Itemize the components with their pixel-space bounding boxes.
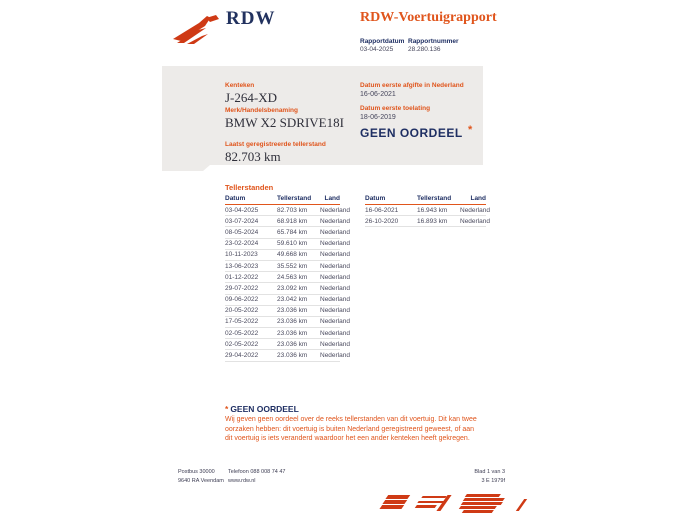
report-title: RDW-Voertuigrapport (360, 10, 497, 25)
table-header-row (225, 194, 340, 205)
col-header-land: Land (460, 194, 486, 205)
rdw-wordmark: RDW (226, 8, 276, 29)
rdw-wing-logo-icon (172, 10, 220, 44)
verdict-asterisk: * (468, 124, 473, 136)
col-header-tellerstand: Tellerstand (417, 194, 460, 205)
merk-value: BMW X2 SDRIVE18I (225, 115, 344, 130)
verdict-badge: GEEN OORDEEL (360, 126, 463, 140)
table-cell: 08-05-2024 (225, 227, 277, 238)
table-cell: Nederland (320, 328, 340, 339)
table-cell: 49.668 km (277, 249, 320, 260)
table-row (225, 260, 340, 271)
table-row (225, 283, 340, 294)
table-cell: 23.036 km (277, 328, 320, 339)
table-row (365, 205, 486, 216)
table-cell: Nederland (320, 216, 340, 227)
table-cell: Nederland (320, 249, 340, 260)
table-cell: 16-06-2021 (365, 205, 417, 216)
table-row (225, 328, 340, 339)
table-row (225, 238, 340, 249)
table-cell: 23.036 km (277, 316, 320, 327)
table-row (225, 216, 340, 227)
table-row (225, 272, 340, 283)
report-date-value: 03-04-2025 (360, 46, 394, 53)
table-cell: Nederland (320, 350, 340, 361)
table-cell: Nederland (320, 238, 340, 249)
table-cell: 26-10-2020 (365, 216, 417, 227)
table-cell: Nederland (460, 216, 486, 227)
rdw-wing-pattern-decoration (378, 493, 530, 514)
table-row (225, 205, 340, 216)
table-cell: 10-11-2023 (225, 249, 277, 260)
table-cell: 09-06-2022 (225, 294, 277, 305)
table-cell: 82.703 km (277, 205, 320, 216)
table-cell: 23.092 km (277, 283, 320, 294)
kenteken-value: J-264-XD (225, 90, 277, 105)
verdict-section-title: GEEN OORDEEL (230, 404, 299, 414)
table-cell: 65.784 km (277, 227, 320, 238)
table-cell: Nederland (320, 205, 340, 216)
footer-city: 9640 RA Veendam (178, 478, 224, 484)
table-cell: 13-06-2023 (225, 260, 277, 271)
table-cell: Nederland (320, 339, 340, 350)
tellerstanden-right-body (365, 205, 490, 227)
col-header-tellerstand: Tellerstand (277, 194, 320, 205)
merk-label: Merk/Handelsbenaming (225, 107, 298, 114)
toelating-label: Datum eerste toelating (360, 105, 431, 112)
col-header-datum: Datum (365, 194, 417, 205)
table-row (225, 227, 340, 238)
table-cell: 59.610 km (277, 238, 320, 249)
table-row (225, 350, 340, 361)
table-cell: 16.943 km (417, 205, 460, 216)
laatste-tellerstand-label: Laatst geregistreerde tellerstand (225, 141, 326, 148)
table-cell: 02-05-2022 (225, 328, 277, 339)
tellerstanden-left-body (225, 205, 350, 362)
table-cell: Nederland (320, 316, 340, 327)
col-header-land: Land (320, 194, 340, 205)
table-cell: 23-02-2024 (225, 238, 277, 249)
footnote-asterisk: * (225, 404, 229, 414)
table-cell: 03-07-2024 (225, 216, 277, 227)
laatste-tellerstand-value: 82.703 km (225, 149, 281, 164)
verdict-section-body: Wij geven geen oordeel over de reeks tellerstanden van dit voertuig. Dit kan twee oorzaken hebben: dit voertuig is buiten Nederland geregistreerd geweest, of aan dit voertuig is iets veranderd waardoor het een ander kenteken heeft gekregen. (225, 416, 477, 443)
table-cell: Nederland (320, 227, 340, 238)
table-row (365, 216, 486, 227)
afgifte-value: 16-06-2021 (360, 91, 396, 98)
table-row (225, 294, 340, 305)
tellerstanden-title: Tellerstanden (225, 183, 274, 192)
table-cell: Nederland (320, 294, 340, 305)
table-cell: 23.036 km (277, 350, 320, 361)
footer-phone: Telefoon 088 008 74 47 (228, 469, 286, 475)
col-header-datum: Datum (225, 194, 277, 205)
table-cell: 20-05-2022 (225, 305, 277, 316)
footer-form-code: 3 E 1979f (481, 478, 505, 484)
footer-page-indicator: Blad 1 van 3 (474, 469, 505, 475)
report-number-label: Rapportnummer (408, 38, 459, 45)
table-row (225, 305, 340, 316)
footer-postbus: Postbus 30000 (178, 469, 215, 475)
afgifte-label: Datum eerste afgifte in Nederland (360, 82, 464, 89)
table-cell: 35.552 km (277, 260, 320, 271)
table-row (225, 339, 340, 350)
footer-website-link[interactable]: www.rdw.nl (228, 478, 256, 484)
table-cell: 68.918 km (277, 216, 320, 227)
table-cell: 16.893 km (417, 216, 460, 227)
verdict-section-heading (225, 404, 299, 414)
report-number-value: 28.280.136 (408, 46, 441, 53)
table-cell: Nederland (320, 283, 340, 294)
table-cell: 23.036 km (277, 339, 320, 350)
table-cell: Nederland (460, 205, 486, 216)
table-cell: 17-05-2022 (225, 316, 277, 327)
table-cell: 24.563 km (277, 272, 320, 283)
table-cell: 01-12-2022 (225, 272, 277, 283)
table-cell: Nederland (320, 272, 340, 283)
table-cell: 02-05-2022 (225, 339, 277, 350)
report-date-label: Rapportdatum (360, 38, 405, 45)
table-row (225, 249, 340, 260)
table-cell: 23.036 km (277, 305, 320, 316)
table-row (225, 316, 340, 327)
table-cell: Nederland (320, 305, 340, 316)
tellerstanden-table-left (225, 194, 350, 362)
table-cell: 03-04-2025 (225, 205, 277, 216)
table-cell: 29-07-2022 (225, 283, 277, 294)
table-cell: 23.042 km (277, 294, 320, 305)
table-cell: Nederland (320, 260, 340, 271)
tellerstanden-table-right (365, 194, 490, 227)
table-cell: 29-04-2022 (225, 350, 277, 361)
table-header-row (365, 194, 486, 205)
toelating-value: 18-06-2019 (360, 114, 396, 121)
kenteken-label: Kenteken (225, 82, 255, 89)
